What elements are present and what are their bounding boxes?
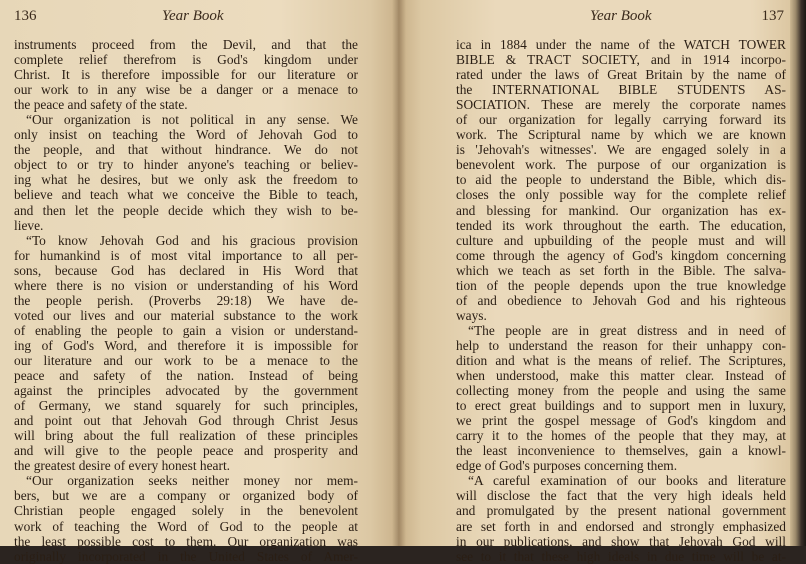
text-line: tended its work throughout the earth. The education,: [456, 217, 786, 233]
left-page-number: 136: [14, 8, 37, 24]
left-page-body: [14, 37, 358, 564]
text-line: of our organization for legally carrying forward its: [456, 112, 786, 128]
text-line: are set forth in and endorsed and strongly emphasized: [456, 518, 786, 534]
text-line: ing of God's Word, and therefore it is impossible for: [14, 337, 358, 353]
page-edge: [790, 0, 806, 546]
text-line: our literature and our work to be a menace to the: [14, 352, 358, 368]
text-line: which we teach as set forth in the Bible. The salva-: [456, 262, 786, 278]
text-line: rated under the laws of Great Britain by the name of: [456, 67, 786, 83]
right-page: [398, 0, 790, 564]
text-line: BIBLE & TRACT SOCIETY, and in 1914 incorpo-: [456, 52, 786, 68]
text-line: “Our organization is not political in any sense. We: [26, 112, 358, 128]
text-line: the INTERNATIONAL BIBLE STUDENTS AS-: [456, 82, 786, 98]
text-line: lieve.: [14, 217, 44, 233]
text-line: to aid the people to understand the Bible, which dis-: [456, 172, 786, 188]
text-line: “The people are in great distress and in need of: [468, 322, 786, 338]
text-line: complete relief therefrom is God's kingdom under: [14, 52, 358, 68]
text-line: and promulgated by the present national government: [456, 503, 786, 519]
text-line: sons, because God has declared in His Word that: [14, 262, 358, 278]
text-line: work. The Scriptural name by which we are known: [456, 127, 786, 143]
right-page-number: 137: [761, 8, 784, 24]
text-line: collecting money from the people and using the same: [456, 383, 786, 399]
text-line: “Our organization seeks neither money nor mem-: [26, 473, 358, 489]
left-running-title: Year Book: [162, 8, 224, 24]
text-line: work of teaching the Word of God to the people at: [14, 518, 358, 534]
book-gutter: [392, 0, 406, 546]
text-line: peace and safety of the nation. Instead of being: [14, 368, 358, 384]
text-line: will bring about the full realization of these principles: [14, 428, 358, 444]
text-line: ica in 1884 under the name of the WATCH TOWER: [456, 37, 786, 52]
text-line: will disclose the fact that the very high ideals held: [456, 488, 786, 504]
text-line: the peace and safety of the state.: [14, 97, 188, 113]
text-line: object to or try to hinder anyone's teaching or believ-: [14, 157, 358, 173]
right-page-body: [456, 37, 786, 564]
text-line: edge of God's purposes concerning them.: [456, 458, 678, 474]
text-line: believe and teach what we conceive the Bible to teach,: [14, 187, 358, 203]
text-line: the people perish. (Proverbs 29:18) We have de-: [14, 292, 358, 308]
text-line: “A careful examination of our books and literature: [468, 473, 786, 489]
text-line: against the principles advocated by the government: [14, 383, 358, 399]
text-line: help to understand the reason for their unhappy con-: [456, 337, 786, 353]
text-line: in our publications, and show that Jehovah God will: [456, 533, 786, 549]
text-line: only insist on teaching the Word of Jehovah God to: [14, 127, 358, 143]
text-line: when understood, make this matter clear. Instead of: [456, 368, 786, 384]
text-line: ing what he desires, but we only ask the freedom to: [14, 172, 358, 188]
text-line: we print the gospel message of God's kingdom and: [456, 413, 786, 429]
text-line: benevolent work. The purpose of our organization is: [456, 157, 786, 173]
text-line: and point out that Jehovah God through Christ Jesus: [14, 413, 358, 429]
text-line: “To know Jehovah God and his gracious provision: [26, 232, 358, 248]
text-line: of and obedience to Jehovah God and his righteous: [456, 292, 786, 308]
text-line: instruments proceed from the Devil, and that the: [14, 37, 358, 52]
right-page-header: [410, 8, 784, 26]
text-line: tion of the people depends upon the true knowledge: [456, 277, 786, 293]
text-line: carry it to the homes of the people that they may, at: [456, 428, 786, 444]
text-line: closes the only possible way for the complete relief: [456, 187, 786, 203]
text-line: the greatest desire of every honest heart.: [14, 458, 231, 474]
text-line: the least possible cost to them. Our organization was: [14, 533, 358, 549]
text-line: ways.: [456, 307, 487, 323]
right-running-title: Year Book: [590, 8, 652, 24]
text-line: culture and upbuilding of the people must and will: [456, 232, 786, 248]
text-line: originally incorporated in the United States of Amer-: [14, 548, 358, 564]
text-line: bers, but we are a company or organized body of: [14, 488, 358, 504]
text-line: for humankind is of most vital importance to all per-: [14, 247, 358, 263]
text-line: of enabling the people to gain a vision or understand-: [14, 322, 358, 338]
text-line: our work to in any wise be a danger or a menace to: [14, 82, 358, 98]
text-line: Christian people engaged solely in the benevolent: [14, 503, 358, 519]
text-line: and blessing for mankind. Our organization has ex-: [456, 202, 786, 218]
text-line: dition and what is the means of relief. The Scriptures,: [456, 352, 786, 368]
text-line: to erect great buildings and to support men in luxury,: [456, 398, 786, 414]
left-page: [0, 0, 398, 564]
text-line: come through the agency of God's kingdom concerning: [456, 247, 786, 263]
text-line: and then let the people decide which they wish to be-: [14, 202, 358, 218]
text-line: the people, and that without hindrance. We do not: [14, 142, 358, 158]
text-line: SOCIATION. These are merely the corporate names: [456, 97, 786, 113]
text-line: of Germany, we stand squarely for such principles,: [14, 398, 358, 414]
text-line: the least inconvenience to themselves, gain a knowl-: [456, 443, 786, 459]
text-line: voted our lives and our material substance to the work: [14, 307, 358, 323]
text-line: and will give to the people peace and prosperity and: [14, 443, 358, 459]
text-line: see to it that these high ideals in due time will be at-: [456, 548, 786, 564]
text-line: is 'Jehovah's witnesses'. We are engaged solely in a: [456, 142, 786, 158]
text-line: Christ. It is therefore impossible for our literature or: [14, 67, 358, 83]
text-line: where there is no vision or understanding of his Word: [14, 277, 358, 293]
left-page-header: [14, 8, 384, 26]
